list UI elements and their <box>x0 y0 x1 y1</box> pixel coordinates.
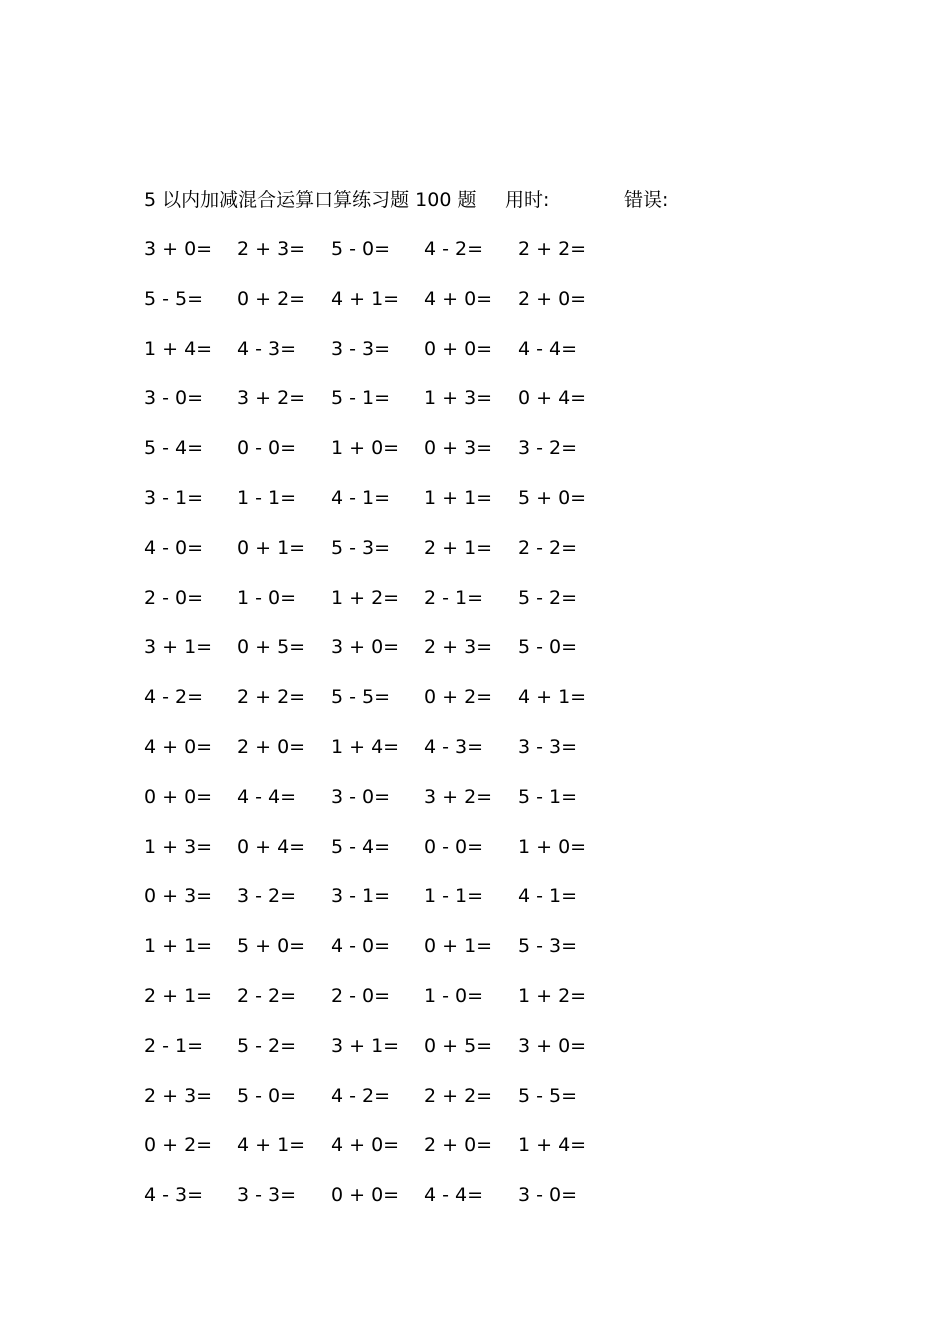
problem-item: 3 - 1= <box>144 486 204 509</box>
problem-item: 3 - 2= <box>518 437 578 460</box>
problem-item: 0 + 1= <box>424 935 493 958</box>
problem-item: 3 - 3= <box>518 735 578 758</box>
problem-item: 3 - 1= <box>331 885 391 908</box>
errors-label: 错误: <box>624 189 669 211</box>
time-used-label: 用时: <box>505 189 550 211</box>
problem-row <box>144 982 624 1032</box>
problem-row <box>144 1032 624 1082</box>
problem-item: 2 + 0= <box>237 735 306 758</box>
problem-row <box>144 1082 624 1132</box>
problem-item: 2 + 3= <box>144 1084 213 1107</box>
problem-row <box>144 932 624 982</box>
problem-item: 2 - 1= <box>144 1034 204 1057</box>
problem-item: 3 - 3= <box>237 1184 297 1207</box>
problem-item: 0 + 0= <box>144 785 213 808</box>
problem-item: 4 - 4= <box>424 1184 484 1207</box>
problem-item: 2 + 0= <box>518 287 587 310</box>
problem-item: 5 - 4= <box>144 437 204 460</box>
problem-item: 1 + 2= <box>518 984 587 1007</box>
problem-item: 4 - 0= <box>144 536 204 559</box>
problem-item: 0 + 5= <box>424 1034 493 1057</box>
problem-item: 4 - 3= <box>237 337 297 360</box>
problem-item: 0 + 2= <box>424 686 493 709</box>
problem-item: 4 + 1= <box>331 287 400 310</box>
problem-item: 2 + 3= <box>237 238 306 260</box>
problem-item: 4 - 4= <box>518 337 578 360</box>
problem-row <box>144 384 624 434</box>
problem-item: 5 - 5= <box>144 287 204 310</box>
problem-item: 4 - 3= <box>144 1184 204 1207</box>
problem-item: 5 - 3= <box>331 536 391 559</box>
problem-item: 1 + 1= <box>144 935 213 958</box>
problem-row <box>144 584 624 634</box>
problem-item: 1 + 4= <box>144 337 213 360</box>
problem-row <box>144 783 624 833</box>
problem-item: 4 + 0= <box>331 1134 400 1157</box>
problem-row <box>144 534 624 584</box>
problem-row <box>144 733 624 783</box>
problem-item: 5 - 1= <box>518 785 578 808</box>
problem-item: 4 - 3= <box>424 735 484 758</box>
problem-item: 2 - 1= <box>424 586 484 609</box>
problem-item: 3 - 3= <box>331 337 391 360</box>
problem-item: 4 - 4= <box>237 785 297 808</box>
problem-item: 3 + 0= <box>518 1034 587 1057</box>
problem-item: 5 - 5= <box>331 686 391 709</box>
problem-item: 2 + 0= <box>424 1134 493 1157</box>
problem-row <box>144 285 624 335</box>
problem-item: 2 - 2= <box>518 536 578 559</box>
problem-item: 0 + 3= <box>424 437 493 460</box>
problem-item: 1 - 1= <box>424 885 484 908</box>
problem-item: 4 + 1= <box>518 686 587 709</box>
problem-row <box>144 833 624 883</box>
problem-item: 1 - 1= <box>237 486 297 509</box>
problem-item: 4 - 2= <box>424 238 484 260</box>
problem-item: 2 + 1= <box>424 536 493 559</box>
problem-item: 3 - 0= <box>331 785 391 808</box>
problem-row <box>144 633 624 683</box>
problem-item: 5 - 2= <box>518 586 578 609</box>
problem-item: 1 - 0= <box>424 984 484 1007</box>
problem-item: 2 - 0= <box>144 586 204 609</box>
problem-item: 5 - 0= <box>331 238 391 260</box>
problem-item: 2 - 2= <box>237 984 297 1007</box>
problem-item: 0 - 0= <box>424 835 484 858</box>
problem-item: 5 - 4= <box>331 835 391 858</box>
problem-item: 2 + 2= <box>237 686 306 709</box>
problem-item: 1 + 3= <box>424 387 493 410</box>
problem-item: 2 + 2= <box>424 1084 493 1107</box>
problem-item: 1 + 0= <box>331 437 400 460</box>
problem-row <box>144 484 624 534</box>
problem-item: 5 - 0= <box>518 636 578 659</box>
problem-item: 2 - 0= <box>331 984 391 1007</box>
problem-item: 1 - 0= <box>237 586 297 609</box>
problem-item: 4 + 0= <box>144 735 213 758</box>
problem-item: 1 + 0= <box>518 835 587 858</box>
problem-item: 0 + 0= <box>331 1184 400 1207</box>
problem-row <box>144 1131 624 1181</box>
problem-item: 5 - 5= <box>518 1084 578 1107</box>
problem-item: 0 + 0= <box>424 337 493 360</box>
problem-item: 3 - 0= <box>518 1184 578 1207</box>
problem-item: 3 + 2= <box>237 387 306 410</box>
problem-item: 3 + 1= <box>331 1034 400 1057</box>
problem-item: 3 - 0= <box>144 387 204 410</box>
problem-item: 2 + 3= <box>424 636 493 659</box>
problem-item: 5 + 0= <box>518 486 587 509</box>
problem-row <box>144 1181 624 1231</box>
problem-item: 0 - 0= <box>237 437 297 460</box>
problem-item: 4 - 1= <box>518 885 578 908</box>
problem-item: 5 - 1= <box>331 387 391 410</box>
problem-item: 1 + 4= <box>331 735 400 758</box>
problem-item: 5 - 0= <box>237 1084 297 1107</box>
problem-item: 0 + 4= <box>237 835 306 858</box>
problem-item: 1 + 2= <box>331 586 400 609</box>
problem-item: 2 + 2= <box>518 238 587 260</box>
problem-item: 2 + 1= <box>144 984 213 1007</box>
problem-item: 5 + 0= <box>237 935 306 958</box>
problem-item: 3 + 0= <box>144 238 213 260</box>
problem-item: 0 + 4= <box>518 387 587 410</box>
problem-row <box>144 882 624 932</box>
problem-item: 0 + 5= <box>237 636 306 659</box>
problem-item: 4 + 1= <box>237 1134 306 1157</box>
problem-item: 0 + 1= <box>237 536 306 559</box>
problem-grid <box>144 235 624 1231</box>
problem-item: 3 + 1= <box>144 636 213 659</box>
problem-row <box>144 434 624 484</box>
problem-item: 3 + 2= <box>424 785 493 808</box>
problem-item: 4 - 2= <box>144 686 204 709</box>
problem-item: 0 + 2= <box>144 1134 213 1157</box>
problem-item: 1 + 4= <box>518 1134 587 1157</box>
problem-item: 0 + 2= <box>237 287 306 310</box>
problem-item: 5 - 2= <box>237 1034 297 1057</box>
problem-item: 1 + 1= <box>424 486 493 509</box>
problem-item: 3 - 2= <box>237 885 297 908</box>
problem-row <box>144 335 624 385</box>
problem-item: 4 - 0= <box>331 935 391 958</box>
problem-item: 4 + 0= <box>424 287 493 310</box>
problem-item: 5 - 3= <box>518 935 578 958</box>
problem-item: 0 + 3= <box>144 885 213 908</box>
problem-item: 4 - 2= <box>331 1084 391 1107</box>
problem-item: 3 + 0= <box>331 636 400 659</box>
problem-item: 1 + 3= <box>144 835 213 858</box>
problem-item: 4 - 1= <box>331 486 391 509</box>
problem-row <box>144 235 624 285</box>
problem-row <box>144 683 624 733</box>
worksheet-title: 5 以内加减混合运算口算练习题 100 题 <box>144 189 477 211</box>
